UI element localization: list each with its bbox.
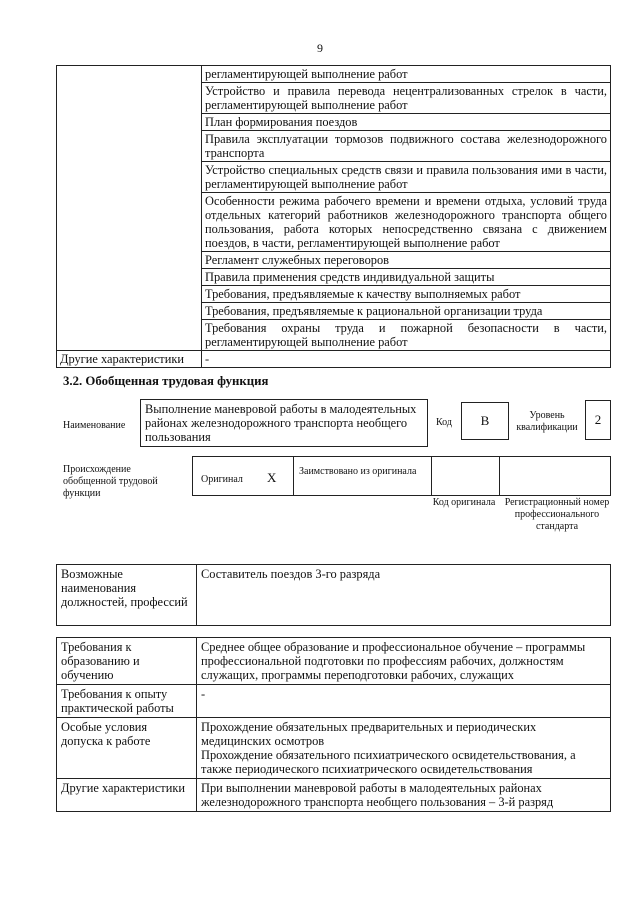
requirements-table — [56, 637, 611, 812]
knowledge-item: План формирования поездов — [202, 114, 611, 131]
knowledge-item: регламентирующей выполнение работ — [202, 66, 611, 83]
origin-label: Происхождение обобщенной трудовой функции — [63, 464, 158, 499]
table-row — [57, 718, 611, 779]
origin-box — [192, 456, 611, 496]
admission-value — [197, 718, 611, 779]
function-name-box — [140, 399, 428, 447]
page-number: 9 — [317, 41, 323, 55]
empty-label-cell — [57, 66, 202, 351]
education-value: Среднее общее образование и профессиональное обучение – программы профессиональной подготовки по профессиям рабочих, должностям служащих, программы переподготовки рабочих, служащих — [197, 638, 611, 685]
level-value-box — [585, 400, 611, 440]
table-row — [57, 685, 611, 718]
knowledge-item: Регламент служебных переговоров — [202, 252, 611, 269]
admission-label: Особые условия допуска к работе — [57, 718, 197, 779]
other-value: При выполнении маневровой работы в малодеятельных районах железнодорожного транспорта необщего пользования – 3-й разряд — [197, 779, 611, 812]
registration-number-caption: Регистрационный номер профессионального стандарта — [504, 497, 610, 532]
code-original-caption: Код оригинала — [432, 497, 496, 508]
borrowed-label: Заимствовано из оригинала — [299, 466, 417, 477]
positions-table — [56, 564, 611, 626]
code-value-box — [461, 402, 509, 440]
knowledge-item: Требования, предъявляемые к качеству выполняемых работ — [202, 286, 611, 303]
code-label: Код — [436, 417, 452, 428]
table-row — [57, 638, 611, 685]
positions-label: Возможные наименования должностей, профессий — [57, 565, 197, 626]
table-row — [57, 351, 611, 368]
code-value: B — [480, 413, 490, 428]
admission-line: Прохождение обязательных предварительных и периодических медицинских осмотров — [201, 720, 537, 748]
other-label: Другие характеристики — [57, 779, 197, 812]
origin-divider — [499, 457, 500, 495]
knowledge-item: Устройство и правила перевода нецентрализованных стрелок в части, регламентирующей выполнение работ — [202, 83, 611, 114]
knowledge-item: Устройство специальных средств связи и правила пользования ими в части, регламентирующей выполнение работ — [202, 162, 611, 193]
section-title: 3.2. Обобщенная трудовая функция — [63, 374, 269, 388]
level-value: 2 — [594, 412, 602, 427]
experience-value: - — [197, 685, 611, 718]
other-characteristics-label: Другие характеристики — [57, 351, 202, 368]
origin-divider — [293, 457, 294, 495]
original-label: Оригинал — [201, 474, 243, 485]
name-label: Наименование — [63, 420, 126, 431]
education-label: Требования к образованию и обучению — [57, 638, 197, 685]
function-name-value: Выполнение маневровой работы в малодеятельных районах железнодорожного транспорта необщего пользования — [145, 402, 417, 444]
positions-value: Составитель поездов 3-го разряда — [197, 565, 611, 626]
origin-divider — [431, 457, 432, 495]
other-characteristics-value: - — [202, 351, 611, 368]
experience-label: Требования к опыту практической работы — [57, 685, 197, 718]
level-label: Уровень квалификации — [516, 410, 578, 433]
knowledge-item: Правила применения средств индивидуальной защиты — [202, 269, 611, 286]
knowledge-item: Правила эксплуатации тормозов подвижного состава железнодорожного транспорта — [202, 131, 611, 162]
knowledge-item: Требования, предъявляемые к рациональной организации труда — [202, 303, 611, 320]
original-mark: X — [267, 470, 277, 485]
table-row — [57, 66, 611, 83]
knowledge-item: Требования охраны труда и пожарной безопасности в части, регламентирующей выполнение работ — [202, 320, 611, 351]
admission-line: Прохождение обязательного психиатрического освидетельствования, а также периодического психиатрического освидетельствования — [201, 748, 576, 776]
table-row — [57, 565, 611, 626]
knowledge-item: Особенности режима рабочего времени и времени отдыха, условий труда отдельных категорий работников железнодорожного транспорта общего пользования, работа которых непосредственно связана с движением поездов, в части, регламентирующей выполнение работ — [202, 193, 611, 252]
table-row — [57, 779, 611, 812]
knowledge-continuation-table — [56, 65, 611, 368]
